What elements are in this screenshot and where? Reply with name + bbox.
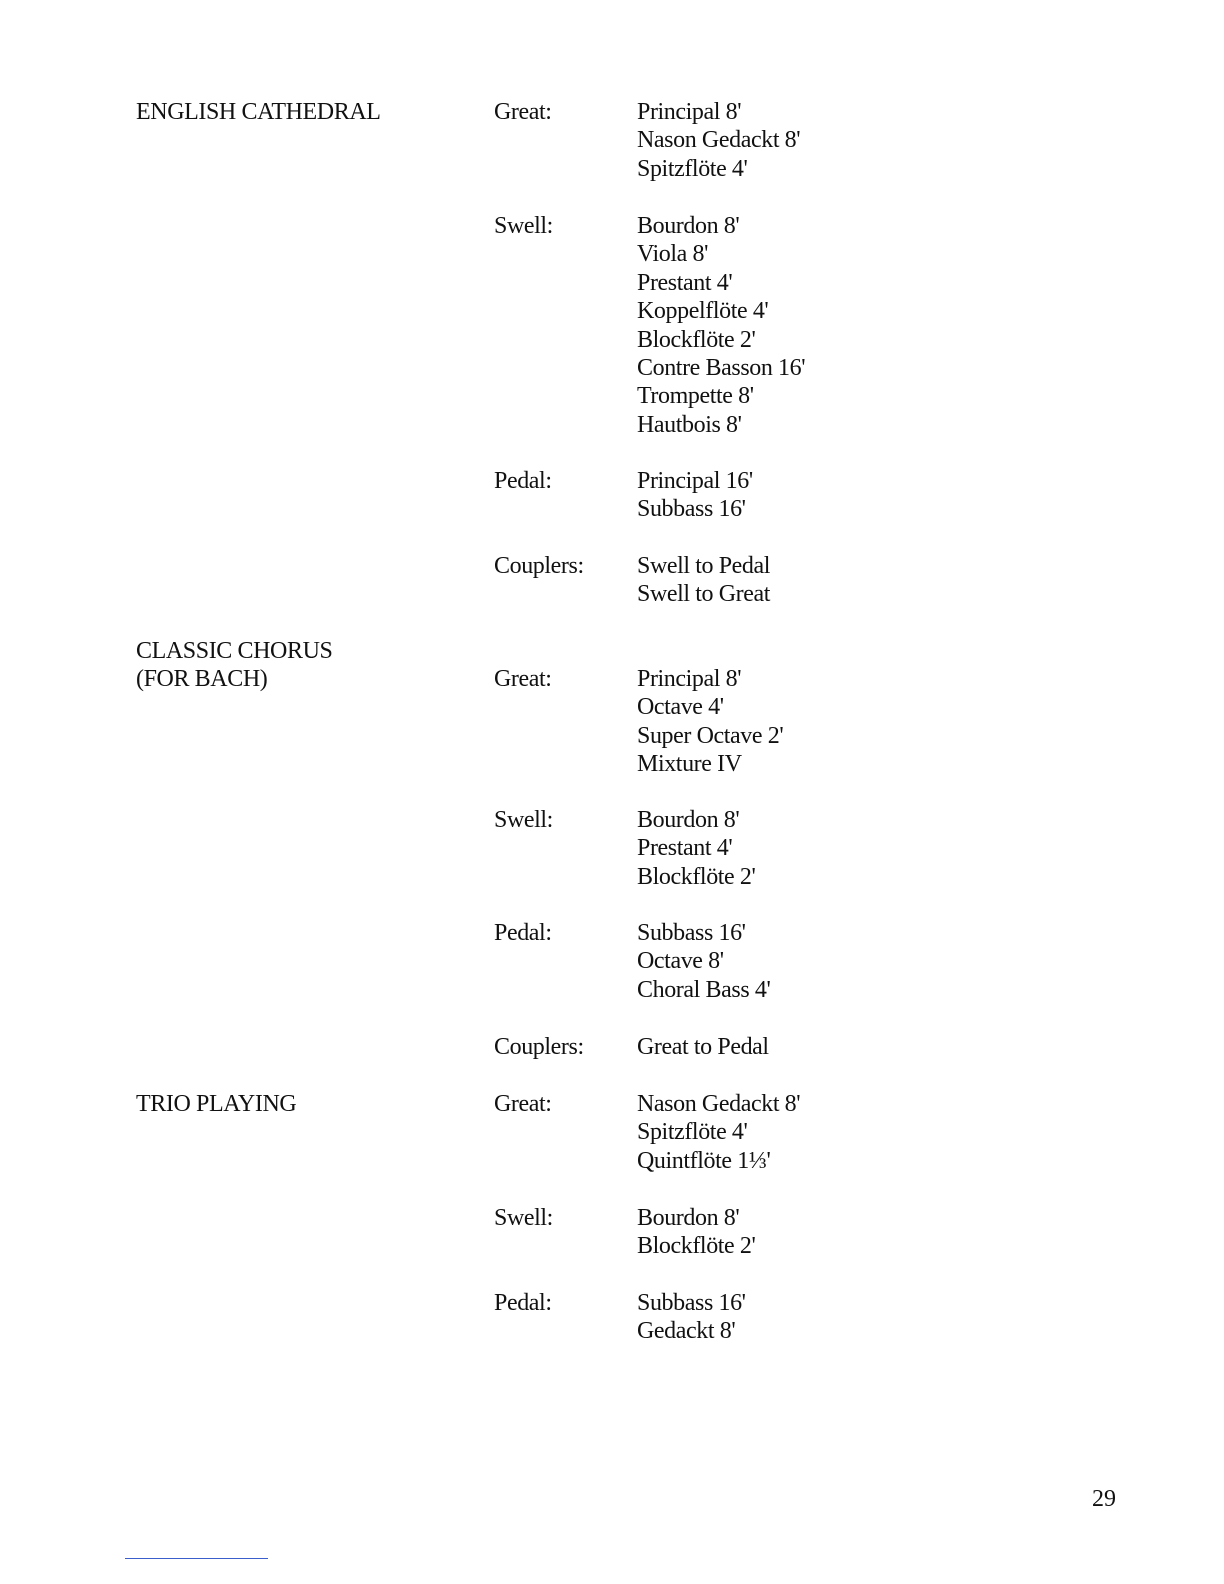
registration-title: ENGLISH CATHEDRAL [136, 99, 381, 125]
stop-item: Principal 8' [637, 99, 742, 125]
stop-list [637, 665, 783, 779]
footer-rule [125, 1558, 268, 1559]
stop-list [637, 1033, 769, 1061]
stop-item: Viola 8' [637, 241, 709, 268]
stop-item: Great to Pedal [637, 1034, 769, 1060]
registration-title: TRIO PLAYING [136, 1091, 297, 1117]
stop-item: Principal 16' [637, 468, 753, 494]
stop-item: Nason Gedackt 8' [637, 1091, 801, 1117]
stop-list [637, 919, 770, 1004]
stop-list [637, 806, 755, 891]
division-label: Pedal: [494, 1290, 552, 1316]
division-label: Great: [494, 1091, 552, 1117]
stop-item: Principal 8' [637, 666, 742, 692]
stop-item: Nason Gedackt 8' [637, 127, 801, 154]
stop-item: Subbass 16' [637, 496, 746, 523]
stop-item: Swell to Pedal [637, 553, 771, 579]
division-label: Swell: [494, 1205, 553, 1231]
stop-item: Prestant 4' [637, 269, 733, 296]
stop-item: Bourdon 8' [637, 807, 740, 833]
stop-item: Prestant 4' [637, 835, 733, 862]
stop-item: Blockflöte 2' [637, 863, 756, 890]
stop-item: Octave 8' [637, 948, 724, 975]
stop-item: Subbass 16' [637, 920, 746, 946]
registration-subtitle: (FOR BACH) [136, 666, 268, 692]
stop-item: Bourdon 8' [637, 213, 740, 239]
page-number: 29 [1092, 1486, 1116, 1512]
stop-item: Blockflöte 2' [637, 1233, 756, 1260]
stop-list [637, 1090, 800, 1175]
stop-item: Swell to Great [637, 581, 771, 608]
stop-list [637, 212, 805, 439]
stop-item: Spitzflöte 4' [637, 155, 748, 182]
stop-item: Super Octave 2' [637, 722, 784, 749]
stop-list [637, 1289, 746, 1346]
registration-title: CLASSIC CHORUS [136, 638, 333, 664]
stop-item: Mixture IV [637, 751, 742, 778]
stop-item: Trompette 8' [637, 383, 754, 410]
division-label: Great: [494, 666, 552, 692]
stop-item: Subbass 16' [637, 1290, 746, 1316]
division-label: Couplers: [494, 1034, 584, 1060]
stop-item: Quintflöte 1⅓' [637, 1147, 771, 1174]
division-label: Pedal: [494, 468, 552, 494]
stop-item: Spitzflöte 4' [637, 1119, 748, 1146]
stop-list [637, 552, 770, 609]
division-label: Pedal: [494, 920, 552, 946]
stop-item: Bourdon 8' [637, 1205, 740, 1231]
stop-item: Choral Bass 4' [637, 976, 771, 1003]
stop-item: Hautbois 8' [637, 411, 742, 438]
division-label: Swell: [494, 807, 553, 833]
stop-item: Blockflöte 2' [637, 326, 756, 353]
stop-list [637, 467, 753, 524]
stop-list [637, 1204, 755, 1261]
stop-item: Octave 4' [637, 694, 724, 721]
stop-list [637, 98, 800, 183]
stop-item: Contre Basson 16' [637, 355, 806, 382]
division-label: Swell: [494, 213, 553, 239]
division-label: Great: [494, 99, 552, 125]
stop-item: Koppelflöte 4' [637, 298, 769, 325]
division-label: Couplers: [494, 553, 584, 579]
stop-item: Gedackt 8' [637, 1318, 736, 1345]
